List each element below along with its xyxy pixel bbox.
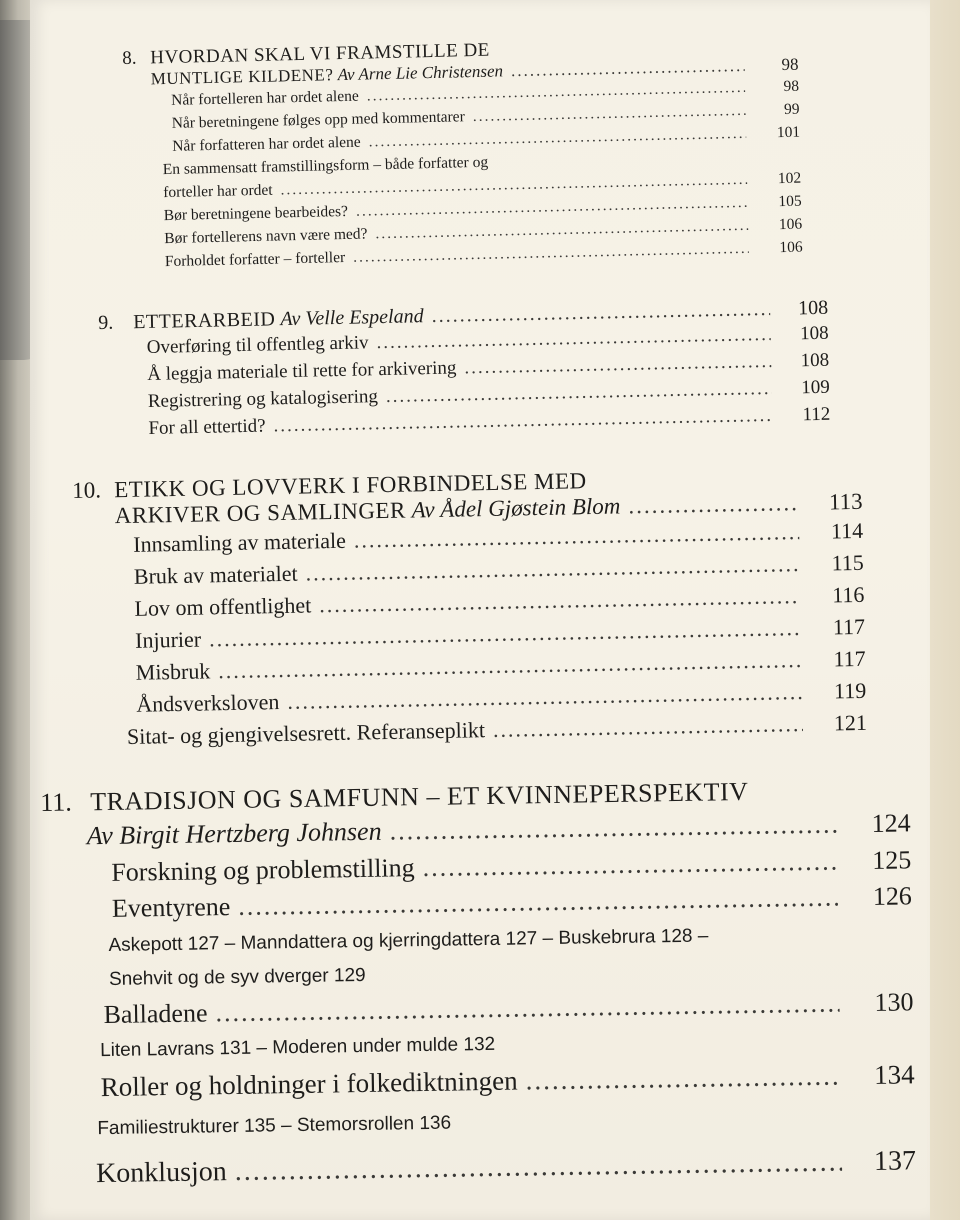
entry-label: Bør beretningene bearbeides? <box>163 202 349 225</box>
page-number: 108 <box>800 349 830 372</box>
chapter-title-cont: ARKIVER OG SAMLINGER <box>114 497 407 529</box>
entry-label: Innsamling av materiale <box>133 527 347 557</box>
page-number: 115 <box>831 549 865 576</box>
page-number: 137 <box>873 1145 917 1177</box>
chapter-number: 8. <box>122 47 137 69</box>
page-number: 119 <box>833 677 867 704</box>
entry-label: Forholdet forfatter – forteller <box>164 248 346 271</box>
chapter-title: HVORDAN SKAL VI FRAMSTILLE DE <box>149 39 491 69</box>
entry-label: Når forfatteren har ordet alene <box>172 133 361 155</box>
chapter-title: TRADISJON OG SAMFUNN – ET KVINNEPERSPEKTIV <box>89 776 749 817</box>
page-number: 117 <box>833 645 866 672</box>
chapter-title: ETTERARBEID <box>132 308 276 334</box>
entry-label: Forskning og problemstilling <box>111 853 415 887</box>
page-number: 106 <box>778 215 803 234</box>
entry-label: Konklusjon <box>95 1156 227 1190</box>
page-number: 98 <box>783 77 800 95</box>
subentry-line: Askepott 127 – Manndattera og kjerringdattera 127 – Buskebrura 128 – <box>108 925 709 956</box>
chapter-number: 9. <box>98 311 114 334</box>
entry-label: Bør fortellerens navn være med? <box>164 225 368 248</box>
page-number: 106 <box>779 238 803 257</box>
entry-label: For all ettertid? <box>148 415 266 439</box>
chapter-number: 10. <box>72 477 102 503</box>
page-number: 134 <box>873 1059 915 1090</box>
chapter-number: 11. <box>40 787 72 817</box>
page-number: 113 <box>828 488 863 515</box>
entry-label: Sitat- og gjengivelsesrett. Referanseplikt <box>126 717 486 749</box>
subentry-line: Familiestrukturer 135 – Stemorsrollen 136 <box>97 1112 452 1140</box>
entry-label: Overføring til offentleg arkiv <box>146 332 369 358</box>
chapter-8 <box>122 33 803 274</box>
subentry-line: Snehvit og de syv dverger 129 <box>108 964 366 990</box>
page-number: 101 <box>776 123 801 142</box>
page-number: 117 <box>832 613 866 640</box>
page-number: 130 <box>874 987 914 1017</box>
page-number: 102 <box>777 169 802 188</box>
chapter-author: Av Velle Espeland <box>280 305 424 331</box>
chapter-11 <box>40 774 916 1198</box>
page-number: 108 <box>799 322 829 345</box>
leader-dots <box>493 708 804 746</box>
entry-label: Misbruk <box>135 658 211 685</box>
entry-label: Lov om offentlighet <box>134 592 312 621</box>
entry-label: Eventyrene <box>111 892 231 923</box>
entry-label: Å leggja materiale til rette for arkivering <box>147 357 457 385</box>
page-number: 98 <box>781 54 799 75</box>
entry-label: Åndsverksloven <box>136 689 280 717</box>
entry-label: Bruk av materialet <box>133 560 298 589</box>
chapter-9 <box>98 297 831 443</box>
leader-dots <box>628 490 799 519</box>
page-number: 125 <box>872 845 912 875</box>
entry-label: forteller har ordet <box>163 181 273 202</box>
entry-label: Registrering og katalogisering <box>147 386 379 412</box>
page-number: 99 <box>783 100 800 118</box>
chapter-author: Av Arne Lie Christensen <box>337 61 504 85</box>
page-number: 124 <box>871 808 911 838</box>
chapter-10 <box>72 463 867 754</box>
page-number: 109 <box>801 376 830 399</box>
page-number: 114 <box>830 517 864 544</box>
page-number: 112 <box>802 403 831 426</box>
page-number: 126 <box>872 881 913 911</box>
entry-label: En sammensatt framstillingsform – både forfatter og <box>162 153 489 179</box>
entry-label: Når beretningene følges opp med kommentarer <box>171 108 465 132</box>
entry-label: Når fortelleren har ordet alene <box>171 87 359 109</box>
entry-label: Injurier <box>134 626 202 653</box>
entry-label: Roller og holdninger i folkediktningen <box>100 1065 518 1103</box>
chapter-title: ETIKK OG LOVVERK I FORBINDELSE MED <box>113 468 587 503</box>
leader-dots <box>234 1139 842 1195</box>
chapter-title-cont: MUNTLIGE KILDENE? <box>150 65 334 89</box>
leader-dots <box>525 1055 841 1100</box>
entry-label: Balladene <box>103 998 208 1030</box>
page-number: 108 <box>797 296 829 320</box>
chapter-author: Av Ådel Gjøstein Blom <box>411 493 621 523</box>
page-number: 116 <box>831 581 865 608</box>
page-number: 121 <box>833 709 868 736</box>
page-number: 105 <box>778 192 802 211</box>
subentry-line: Liten Lavrans 131 – Moderen under mulde 132 <box>99 1033 496 1062</box>
chapter-author: Av Birgit Hertzberg Johnsen <box>86 816 382 851</box>
